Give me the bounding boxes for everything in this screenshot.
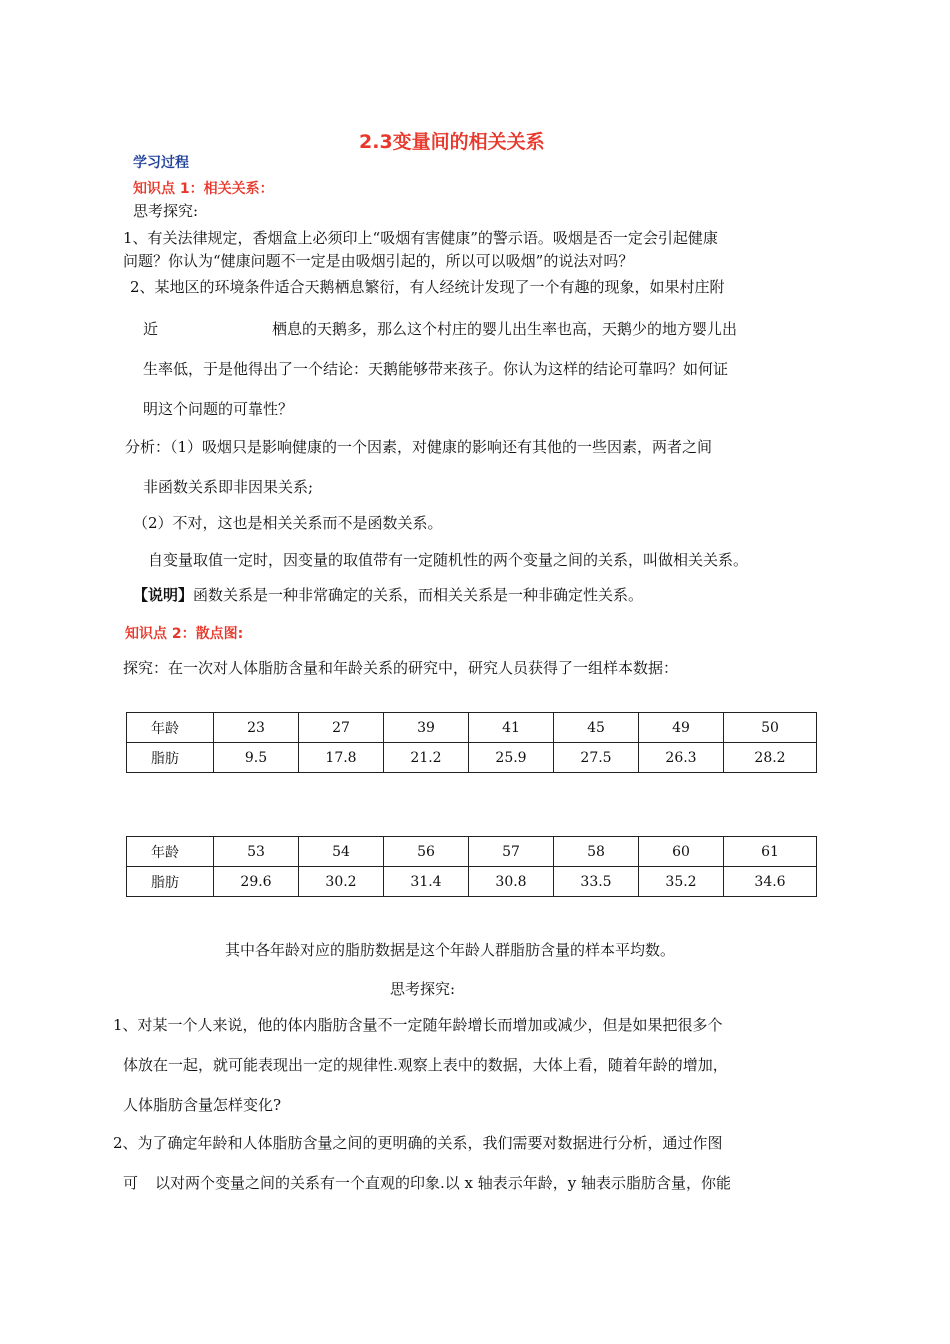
fat-cell: 28.2 bbox=[724, 743, 817, 773]
table-row bbox=[127, 743, 817, 773]
table-row bbox=[127, 867, 817, 897]
question-2-line-2b: 栖息的天鹅多，那么这个村庄的婴儿出生率也高，天鹅少的地方婴儿出 bbox=[272, 320, 738, 338]
point-1-line-1: 1、对某一个人来说，他的体内脂肪含量不一定随年龄增长而增加或减少，但是如果把很多个 bbox=[113, 1016, 723, 1034]
explore-text: 探究：在一次对人体脂肪含量和年龄关系的研究中，研究人员获得了一组样本数据： bbox=[123, 659, 679, 677]
age-cell: 50 bbox=[724, 713, 817, 743]
data-table-1 bbox=[126, 712, 817, 773]
fat-cell: 21.2 bbox=[384, 743, 469, 773]
think-heading-1: 思考探究: bbox=[133, 202, 199, 220]
question-1-line-2: 问题？你认为“健康问题不一定是由吸烟引起的，所以可以吸烟”的说法对吗？ bbox=[123, 252, 634, 270]
note-label: 【说明】 bbox=[133, 586, 194, 604]
age-cell: 45 bbox=[554, 713, 639, 743]
think-heading-2: 思考探究: bbox=[390, 980, 456, 998]
fat-cell: 9.5 bbox=[214, 743, 299, 773]
section-label: 学习过程 bbox=[133, 155, 189, 171]
age-cell: 56 bbox=[384, 837, 469, 867]
age-cell: 61 bbox=[724, 837, 817, 867]
table-row bbox=[127, 713, 817, 743]
analysis-line-2: 非函数关系即非因果关系; bbox=[143, 478, 314, 496]
fat-cell: 25.9 bbox=[469, 743, 554, 773]
question-2-line-3: 生率低，于是他得出了一个结论：天鹅能够带来孩子。你认为这样的结论可靠吗？如何证 bbox=[143, 360, 729, 378]
point-2-line-2b: 以对两个变量之间的关系有一个直观的印象.以 x 轴表示年龄，y 轴表示脂肪含量，你能 bbox=[155, 1174, 732, 1192]
age-cell: 57 bbox=[469, 837, 554, 867]
definition-text: 自变量取值一定时，因变量的取值带有一定随机性的两个变量之间的关系，叫做相关关系。 bbox=[148, 551, 749, 569]
fat-cell: 31.4 bbox=[384, 867, 469, 897]
row-label-fat: 脂肪 bbox=[127, 867, 214, 897]
note-text: 函数关系是一种非常确定的关系，而相关关系是一种非确定性关系。 bbox=[193, 586, 644, 604]
question-2-line-1: 2、某地区的环境条件适合天鹅栖息繁衍，有人经统计发现了一个有趣的现象，如果村庄附 bbox=[130, 278, 725, 296]
row-label-age: 年龄 bbox=[127, 713, 214, 743]
kp2-heading: 知识点 2：散点图: bbox=[125, 626, 244, 642]
age-cell: 60 bbox=[639, 837, 724, 867]
fat-cell: 34.6 bbox=[724, 867, 817, 897]
fat-cell: 26.3 bbox=[639, 743, 724, 773]
age-cell: 41 bbox=[469, 713, 554, 743]
analysis-line-1: 分析：（1）吸烟只是影响健康的一个因素，对健康的影响还有其他的一些因素，两者之间 bbox=[125, 438, 713, 456]
analysis-line-3: （2）不对，这也是相关关系而不是函数关系。 bbox=[133, 514, 443, 532]
fat-cell: 33.5 bbox=[554, 867, 639, 897]
row-label-fat: 脂肪 bbox=[127, 743, 214, 773]
note bbox=[133, 585, 643, 605]
age-cell: 53 bbox=[214, 837, 299, 867]
age-cell: 23 bbox=[214, 713, 299, 743]
age-cell: 49 bbox=[639, 713, 724, 743]
fat-cell: 30.8 bbox=[469, 867, 554, 897]
age-cell: 39 bbox=[384, 713, 469, 743]
age-cell: 27 bbox=[299, 713, 384, 743]
fat-cell: 35.2 bbox=[639, 867, 724, 897]
age-cell: 54 bbox=[299, 837, 384, 867]
question-2-line-4: 明这个问题的可靠性？ bbox=[143, 400, 294, 418]
page-title: 2.3变量间的相关关系 bbox=[359, 131, 545, 153]
table-row bbox=[127, 837, 817, 867]
point-1-line-2: 体放在一起，就可能表现出一定的规律性.观察上表中的数据，大体上看，随着年龄的增加， bbox=[123, 1056, 728, 1074]
sample-note: 其中各年龄对应的脂肪数据是这个年龄人群脂肪含量的样本平均数。 bbox=[225, 941, 676, 959]
question-1-line-1: 1、有关法律规定，香烟盒上必须印上“吸烟有害健康”的警示语。吸烟是否一定会引起健康 bbox=[123, 229, 718, 247]
point-2-line-2a: 可 bbox=[123, 1174, 139, 1192]
kp1-heading: 知识点 1：相关关系： bbox=[133, 181, 274, 197]
fat-cell: 17.8 bbox=[299, 743, 384, 773]
question-2-line-2a: 近 bbox=[143, 320, 159, 338]
fat-cell: 29.6 bbox=[214, 867, 299, 897]
data-table-2 bbox=[126, 836, 817, 897]
point-1-line-3: 人体脂肪含量怎样变化? bbox=[123, 1096, 282, 1114]
point-2-line-1: 2、为了确定年龄和人体脂肪含量之间的更明确的关系，我们需要对数据进行分析，通过作图 bbox=[113, 1134, 723, 1152]
row-label-age: 年龄 bbox=[127, 837, 214, 867]
age-cell: 58 bbox=[554, 837, 639, 867]
fat-cell: 30.2 bbox=[299, 867, 384, 897]
fat-cell: 27.5 bbox=[554, 743, 639, 773]
